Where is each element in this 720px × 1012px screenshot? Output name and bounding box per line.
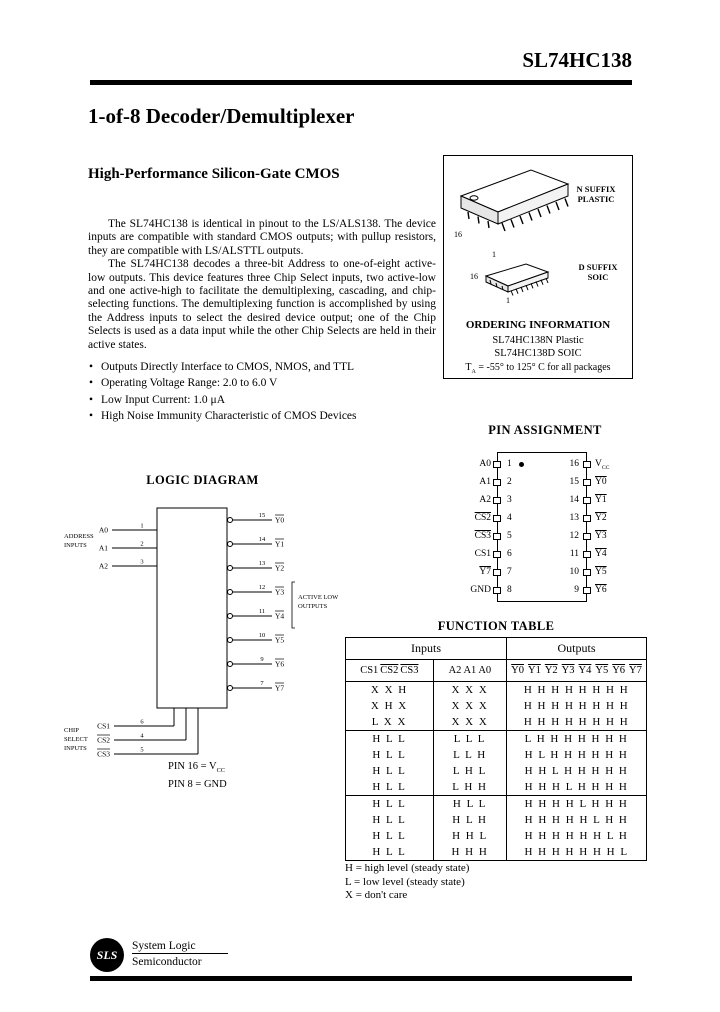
ft-cell-out: L H H H H H H H <box>507 731 647 748</box>
ft-cell-cs: H L L <box>346 731 434 748</box>
output-pin-number: 13 <box>258 560 266 567</box>
address-input-label: A0 <box>98 525 108 535</box>
output-label: Y1 <box>275 539 285 549</box>
pin-number: 15 <box>569 477 579 487</box>
chip-select-label: CS2 <box>97 735 110 745</box>
pin1-indicator-dot <box>519 462 524 467</box>
inverter-bubble <box>228 638 233 643</box>
pin-stub <box>583 587 591 594</box>
ordering-line: SL74HC138N Plastic <box>492 335 584 346</box>
dip-pin1-mark: 1 <box>492 250 496 259</box>
temp-symbol: T <box>465 362 472 373</box>
ordering-information-title: ORDERING INFORMATION <box>465 319 611 331</box>
chip-select-label: CS1 <box>97 721 110 731</box>
pin16-note-subscript: CC <box>216 767 226 775</box>
pin-number: 4 <box>507 513 512 523</box>
chip-select-column-header <box>346 660 434 682</box>
output-pin-number: 14 <box>258 536 266 543</box>
pin-label-subscript: CC <box>601 464 610 471</box>
pin-label: Y1 <box>595 495 607 505</box>
function-table-title: FUNCTION TABLE <box>437 619 555 633</box>
ft-cell-cs: X X H <box>346 682 434 699</box>
table-note: X = don't care <box>345 889 408 901</box>
pin-assignment-title: PIN ASSIGNMENT <box>488 423 602 437</box>
output-pin-number: 12 <box>258 584 266 591</box>
out-header-item: Y5 <box>595 665 609 676</box>
page-title: 1-of-8 Decoder/Demultiplexer <box>88 104 355 128</box>
ft-cell-cs: H L L <box>346 779 434 796</box>
address-column-header: A2 A1 A0 <box>433 660 506 682</box>
n-suffix-line: PLASTIC <box>577 194 615 204</box>
ft-cell-out: H H H H H H H L <box>507 844 647 861</box>
logic-diagram-title: LOGIC DIAGRAM <box>146 473 259 487</box>
inverter-bubble <box>228 590 233 595</box>
ft-cell-addr: L H H <box>433 779 506 796</box>
function-table-row <box>346 747 647 763</box>
pin-number: 12 <box>569 531 579 541</box>
ft-cell-addr: L L L <box>433 731 506 748</box>
ft-cell-addr: X X X <box>433 698 506 714</box>
ft-cell-cs: H L L <box>346 844 434 861</box>
out-header-item: Y2 <box>544 665 558 676</box>
ft-cell-cs: H L L <box>346 828 434 844</box>
ft-cell-addr: H L L <box>433 796 506 813</box>
pin-assignment-diagram <box>455 452 635 604</box>
function-table-row <box>346 698 647 714</box>
pin-number: 16 <box>569 459 579 469</box>
n-suffix-label <box>560 184 632 204</box>
pin-label: A2 <box>479 495 491 505</box>
pin16-note-text: PIN 16 = V <box>168 761 217 772</box>
ft-cell-addr: L L H <box>433 747 506 763</box>
address-input-label: A2 <box>98 561 108 571</box>
address-inputs-caption: ADDRESS <box>64 533 94 540</box>
output-pin-number: 10 <box>258 632 266 639</box>
pin-stub <box>493 551 501 558</box>
pin-label: GND <box>470 585 491 595</box>
function-table-row <box>346 812 647 828</box>
package-ordering-box <box>443 155 633 379</box>
pin-label: Y0 <box>595 477 607 487</box>
ft-cell-cs: L X X <box>346 714 434 731</box>
pin-number: 5 <box>507 531 512 541</box>
feature-item: • Outputs Directly Interface to CMOS, NMOS, and TTL <box>88 361 436 374</box>
pin-row <box>455 509 635 527</box>
chip-select-label: CS3 <box>97 749 110 758</box>
function-table-row <box>346 763 647 779</box>
ft-cell-addr: X X X <box>433 714 506 731</box>
output-pin-number: 15 <box>258 512 266 519</box>
n-suffix-line: N SUFFIX <box>576 184 616 194</box>
function-table-row <box>346 779 647 796</box>
function-table-row <box>346 682 647 699</box>
ft-cell-addr: X X X <box>433 682 506 699</box>
pin-label: CS2 <box>474 513 491 523</box>
header-rule <box>90 80 632 85</box>
ft-cell-out: H H L H H H H H <box>507 763 647 779</box>
pin-stub <box>493 515 501 522</box>
cs-header-item: CS3 <box>400 665 419 676</box>
pin-stub <box>583 533 591 540</box>
outputs-header: Outputs <box>507 638 647 660</box>
pin-number: 8 <box>507 585 512 595</box>
temperature-range <box>444 362 632 375</box>
part-number: SL74HC138 <box>522 48 632 72</box>
active-low-outputs-caption: OUTPUTS <box>298 603 328 610</box>
chip-select-pin-number: 6 <box>140 718 144 726</box>
pin-number: 13 <box>569 513 579 523</box>
feature-item: • Operating Voltage Range: 2.0 to 6.0 V <box>88 377 436 390</box>
pin-label: CS3 <box>474 531 491 541</box>
address-pin-number: 3 <box>140 558 144 566</box>
pin-label: CS1 <box>474 549 491 559</box>
inverter-bubble <box>228 662 233 667</box>
chip-select-pin-number: 4 <box>140 732 144 740</box>
pin8-note: PIN 8 = GND <box>168 779 227 791</box>
pin-stub <box>493 533 501 540</box>
outputs-brace <box>292 582 295 628</box>
out-header-item: Y4 <box>578 665 592 676</box>
ft-cell-cs: H L L <box>346 747 434 763</box>
out-header-item: Y0 <box>511 665 524 676</box>
pin-number: 14 <box>569 495 579 505</box>
pin-row <box>455 581 635 599</box>
pin-stub <box>583 551 591 558</box>
pin-stub <box>493 569 501 576</box>
function-table <box>345 637 647 861</box>
d-suffix-line: D SUFFIX <box>578 262 618 272</box>
ft-cell-addr: H H H <box>433 844 506 861</box>
ft-cell-out: H H H H H L H H <box>507 812 647 828</box>
soic-pin16-mark: 16 <box>470 272 478 281</box>
inverter-bubble <box>228 686 233 691</box>
description-paragraph: The SL74HC138 is identical in pinout to the LS/ALS138. The device inputs are compatible with standard CMOS outputs; with pullup resistors, they are compatible with LS/ALSTTL outputs. <box>88 218 436 257</box>
chip-select-caption: CHIP <box>64 727 79 734</box>
pin-label: A1 <box>479 477 491 487</box>
pin-stub <box>583 497 591 504</box>
pin-stub <box>493 461 501 468</box>
output-label: Y4 <box>275 611 285 621</box>
pin-row <box>455 545 635 563</box>
pin-number: 11 <box>569 549 579 559</box>
pin16-note <box>168 760 227 778</box>
description-paragraph: The SL74HC138 decodes a three-bit Address to one-of-eight active-low outputs. This device features three Chip Select inputs, two active-low and one active-high to facilitate the demultiplexing, cascading, and chip-selecting functions. The demultiplexing function is accomplished by using the Address inputs to select the desired device output; one of the Chip Selects is used as a data input while the other Chip Selects are held in their active states. <box>88 258 436 351</box>
function-table-notes <box>345 862 469 903</box>
inverter-bubble <box>228 542 233 547</box>
ft-cell-addr: H H L <box>433 828 506 844</box>
pin-label: A0 <box>479 459 491 469</box>
footer-rule <box>90 976 632 981</box>
ft-cell-cs: X H X <box>346 698 434 714</box>
cs-header-item: CS2 <box>380 665 399 676</box>
pin-row <box>455 527 635 545</box>
chip-select-caption: SELECT <box>64 736 88 743</box>
active-low-outputs-caption: ACTIVE LOW <box>298 594 339 601</box>
dip-package-drawing <box>446 164 596 259</box>
soic-pin1-mark: 1 <box>506 296 510 305</box>
logic-diagram-notes <box>168 760 227 792</box>
function-table-row <box>346 796 647 813</box>
inputs-header: Inputs <box>346 638 507 660</box>
pin-stub <box>493 479 501 486</box>
output-label: Y7 <box>275 683 285 693</box>
ft-cell-cs: H L L <box>346 796 434 813</box>
ft-cell-addr: H L H <box>433 812 506 828</box>
function-table-row <box>346 828 647 844</box>
chip-select-caption: INPUTS <box>64 745 87 752</box>
pin-stub <box>493 587 501 594</box>
address-pin-number: 1 <box>140 522 144 530</box>
ordering-line: SL74HC138D SOIC <box>494 348 582 359</box>
d-suffix-line: SOIC <box>587 272 609 282</box>
pin-label: $V_{CC}$ <box>595 459 610 471</box>
sls-logo: SLS <box>90 938 124 972</box>
pin-number: 1 <box>507 459 512 469</box>
ft-cell-out: H H H H H H H H <box>507 698 647 714</box>
function-table-row <box>346 731 647 748</box>
company-name-line1: System Logic <box>132 940 228 954</box>
pin-label: Y3 <box>595 531 607 541</box>
output-pin-number: 9 <box>260 656 264 663</box>
ft-cell-out: H H H H H H L H <box>507 828 647 844</box>
pin-label: Y2 <box>595 513 607 523</box>
pin-number: 2 <box>507 477 512 487</box>
out-header-item: Y1 <box>527 665 541 676</box>
chip-select-pin-number: 5 <box>140 746 144 754</box>
address-input-label: A1 <box>98 543 108 553</box>
address-inputs-caption: INPUTS <box>64 542 87 549</box>
ft-cell-out: H H H L H H H H <box>507 779 647 796</box>
ft-cell-addr: L H L <box>433 763 506 779</box>
pin-label: Y7 <box>479 567 491 577</box>
ft-cell-out: H H H H H H H H <box>507 714 647 731</box>
function-table-row <box>346 714 647 731</box>
function-table-row <box>346 844 647 861</box>
pin-number: 6 <box>507 549 512 559</box>
table-note: L = low level (steady state) <box>345 875 465 888</box>
company-name-line2: Semiconductor <box>132 956 202 968</box>
out-header-item: Y6 <box>612 665 626 676</box>
cs-header-item: CS1 <box>360 665 379 676</box>
pin-number: 7 <box>507 567 512 577</box>
out-header-item: Y3 <box>561 665 575 676</box>
pin-row <box>455 563 635 581</box>
pin-row <box>455 455 635 473</box>
pin-number: 10 <box>569 567 579 577</box>
output-pin-number: 11 <box>258 608 266 615</box>
feature-item: • High Noise Immunity Characteristic of CMOS Devices <box>88 410 436 423</box>
output-label: Y2 <box>275 563 285 573</box>
feature-list <box>88 361 436 424</box>
temp-subscript: A <box>471 369 476 375</box>
pin-stub <box>583 461 591 468</box>
dip-pin16-mark: 16 <box>454 230 462 239</box>
inverter-bubble <box>228 518 233 523</box>
out-header-item: Y7 <box>629 665 642 676</box>
pin-stub <box>583 569 591 576</box>
section-subtitle: High-Performance Silicon-Gate CMOS <box>88 166 340 182</box>
output-label: Y0 <box>275 515 285 525</box>
output-label: Y6 <box>275 659 285 669</box>
table-note: H = high level (steady state) <box>345 862 470 874</box>
pin-row <box>455 491 635 509</box>
output-label: Y5 <box>275 635 285 645</box>
ft-cell-cs: H L L <box>346 812 434 828</box>
logic-diagram <box>62 498 342 758</box>
description-block <box>88 218 436 424</box>
pin-stub <box>583 515 591 522</box>
inverter-bubble <box>228 614 233 619</box>
output-column-header <box>507 660 647 682</box>
ft-cell-out: H L H H H H H H <box>507 747 647 763</box>
pin-row <box>455 473 635 491</box>
pin-label: Y4 <box>595 549 607 559</box>
inverter-bubble <box>228 566 233 571</box>
pin-stub <box>583 479 591 486</box>
d-suffix-label <box>564 262 632 282</box>
soic-package-drawing <box>478 260 563 308</box>
decoder-block <box>157 508 227 708</box>
ft-cell-out: H H H H H H H H <box>507 682 647 699</box>
output-pin-number: 7 <box>260 680 264 687</box>
address-pin-number: 2 <box>140 540 144 548</box>
pin-number: 3 <box>507 495 512 505</box>
pin-label: Y5 <box>595 567 607 577</box>
ft-cell-out: H H H H L H H H <box>507 796 647 813</box>
pin-stub <box>493 497 501 504</box>
feature-item: • Low Input Current: 1.0 μA <box>88 394 436 407</box>
pin-label: Y6 <box>595 585 607 595</box>
ft-cell-cs: H L L <box>346 763 434 779</box>
temp-value: = -55° to 125° C for all packages <box>475 362 611 373</box>
pin-number: 9 <box>574 585 579 595</box>
output-label: Y3 <box>275 587 285 597</box>
